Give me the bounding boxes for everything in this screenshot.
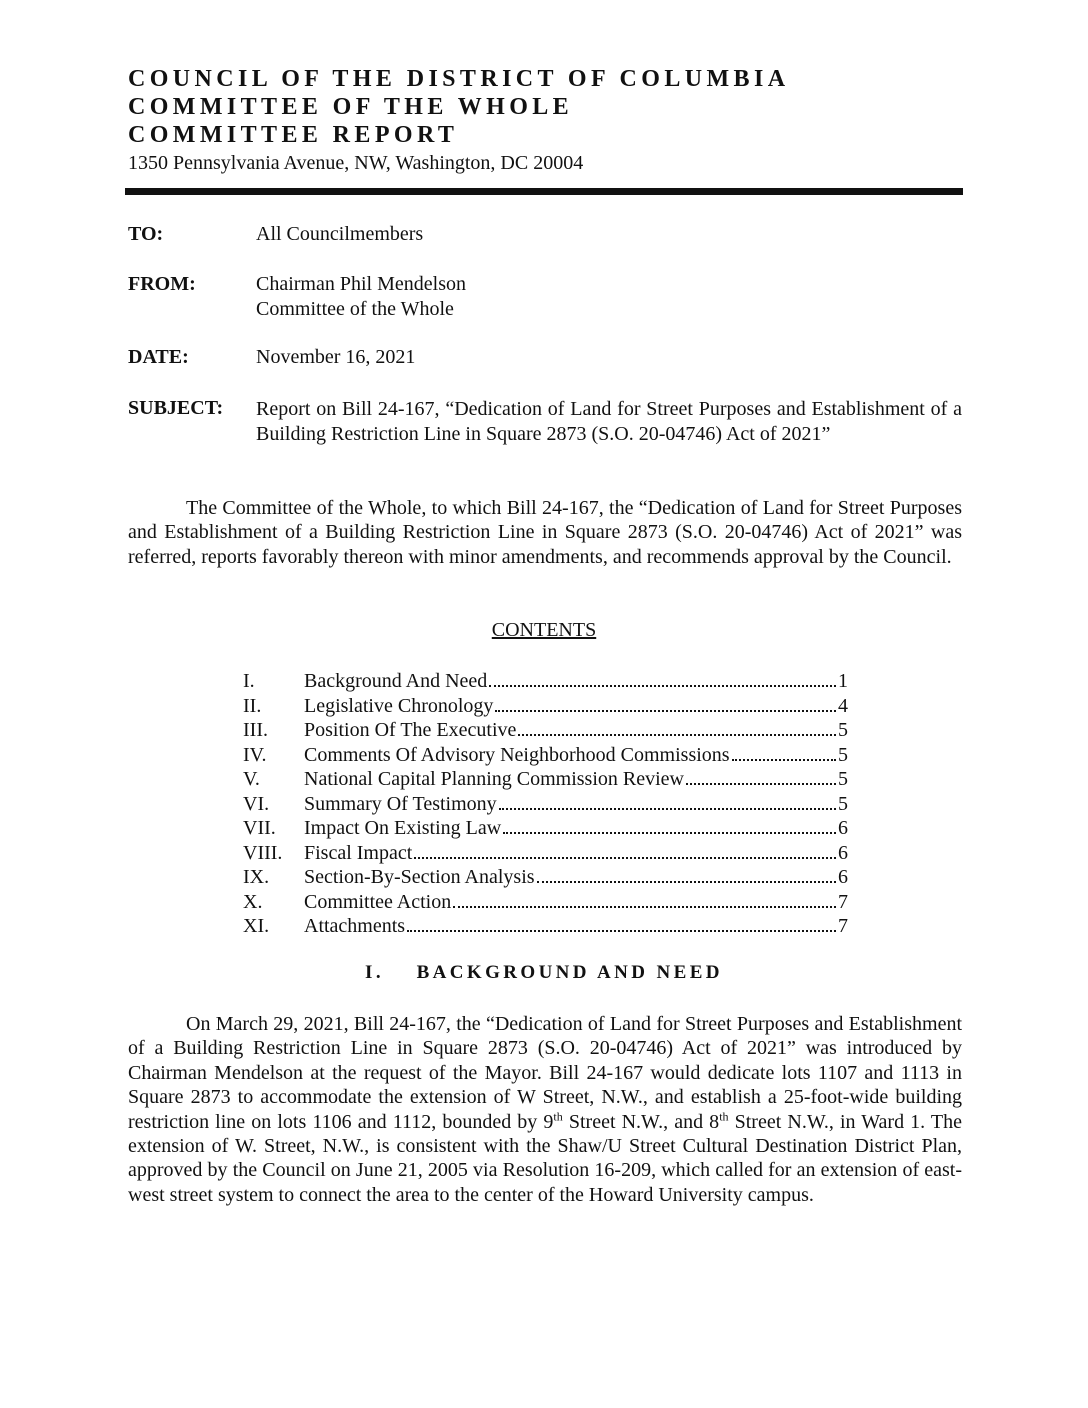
toc-entry [243,915,848,940]
toc-entry-page: 6 [838,866,848,888]
table-of-contents [243,670,848,940]
contents-title-text: CONTENTS [491,619,597,641]
toc-entry-title: Summary Of Testimony [304,792,497,815]
to-label: TO: [128,223,164,245]
ordinal-suffix-9th: th [553,1108,563,1123]
toc-entry [243,891,848,916]
toc-entry-number: XI. [243,915,270,937]
ordinal-suffix-8th: th [719,1108,729,1123]
toc-leader-dots [732,758,836,761]
toc-leader-dots [686,782,836,785]
toc-leader-dots [489,684,836,687]
toc-entry-title: Section-By-Section Analysis [304,866,535,888]
date-value: November 16, 2021 [256,346,416,368]
header-divider [125,188,963,195]
toc-entry-number: IX. [243,866,270,888]
toc-entry-number: VIII. [243,841,283,864]
toc-leader-dots [518,733,836,736]
toc-entry [243,793,848,818]
toc-entry-number: V. [243,768,260,790]
intro-paragraph: The Committee of the Whole, to which Bill 24-167, the “Dedication of Land for Street Purposes and Establishment of a Building Restriction Line in Square 2873 (S.O. 20-04746) Act of 2021” was referred, reports favorably thereon with minor amendments, and recommends approval by the Council. [128,497,962,568]
toc-entry-title: Legislative Chronology [304,694,494,717]
toc-entry-page: 7 [838,890,848,913]
toc-entry [243,842,848,867]
toc-entry-number: II. [243,694,262,717]
background-text-part2: Street N.W., and 8 [562,1110,720,1133]
background-text-part3: Street N.W., in Ward 1. The extension of W. Street, N.W., is consistent with the Shaw/U Street Cultural Destination District Plan, approved by the Council on June 21, 2005 via Resolution 16-209, which called for an extension of east-west street system to connect the area to the center of the Howard University campus. [128,1110,963,1206]
toc-entry-title: Committee Action [304,890,452,913]
toc-entry [243,768,848,793]
toc-entry [243,866,848,891]
toc-entry-page: 4 [838,694,848,717]
toc-entry [243,695,848,720]
toc-entry-title: National Capital Planning Commission Review [304,768,684,790]
committee-name-heading: COMMITTEE OF THE WHOLE [128,94,574,120]
from-committee: Committee of the Whole [256,298,454,320]
toc-entry [243,719,848,744]
toc-entry-title: Comments Of Advisory Neighborhood Commissions [304,743,730,766]
toc-leader-dots [495,709,836,712]
toc-leader-dots [503,831,836,834]
toc-entry-title: Position Of The Executive [304,719,517,741]
toc-entry [243,744,848,769]
toc-entry-number: VI. [243,792,270,815]
background-paragraph [128,1012,962,1207]
to-value: All Councilmembers [256,223,424,245]
toc-leader-dots [537,880,836,883]
toc-entry [243,817,848,842]
toc-entry-title: Background And Need [304,670,488,692]
toc-entry-page: 1 [838,670,848,692]
toc-entry-page: 5 [838,743,848,766]
toc-leader-dots [453,905,836,908]
background-text-part1: On March 29, 2021, Bill 24-167, the “Dedication of Land for Street Purposes and Establishment of a Building Restriction Line in Square 2873 (S.O. 20-04746) Act of 2021” was introduced by Chairman Mendelson at the request of the Mayor. Bill 24-167 would dedicate lots 1107 and 1113 in Square 2873 to accommodate the extension of W Street, N.W., and establish a 25-foot-wide building restriction line on lots 1106 and 1112, bounded by 9 [128,1013,962,1133]
toc-leader-dots [414,856,836,859]
contents-title [0,619,1088,642]
from-name: Chairman Phil Mendelson [256,273,466,295]
subject-value: Report on Bill 24-167, “Dedication of Land for Street Purposes and Establishment of a Building Restriction Line in Square 2873 (S.O. 20-04746) Act of 2021” [256,398,962,445]
council-name-heading: COUNCIL OF THE DISTRICT OF COLUMBIA [128,66,790,92]
toc-entry-page: 5 [838,792,848,815]
toc-entry-title: Fiscal Impact [304,841,413,864]
toc-entry-page: 7 [838,915,848,937]
toc-entry-number: III. [243,719,268,741]
toc-entry-page: 6 [838,817,848,839]
council-address: 1350 Pennsylvania Avenue, NW, Washington, DC 20004 [128,152,584,174]
toc-entry-number: IV. [243,743,267,766]
toc-entry-title: Attachments [304,915,406,937]
report-type-heading: COMMITTEE REPORT [128,122,459,148]
toc-leader-dots [499,807,836,810]
subject-label: SUBJECT: [128,397,224,419]
toc-entry [243,670,848,695]
date-label: DATE: [128,346,189,368]
toc-entry-page: 5 [838,768,848,790]
from-label: FROM: [128,273,196,295]
toc-entry-page: 5 [838,719,848,741]
toc-entry-title: Impact On Existing Law [304,817,502,839]
toc-leader-dots [407,929,836,932]
toc-entry-page: 6 [838,841,848,864]
toc-entry-number: VII. [243,817,276,839]
section-heading-background: I. BACKGROUND AND NEED [365,962,723,983]
toc-entry-number: X. [243,890,263,913]
toc-entry-number: I. [243,670,255,692]
